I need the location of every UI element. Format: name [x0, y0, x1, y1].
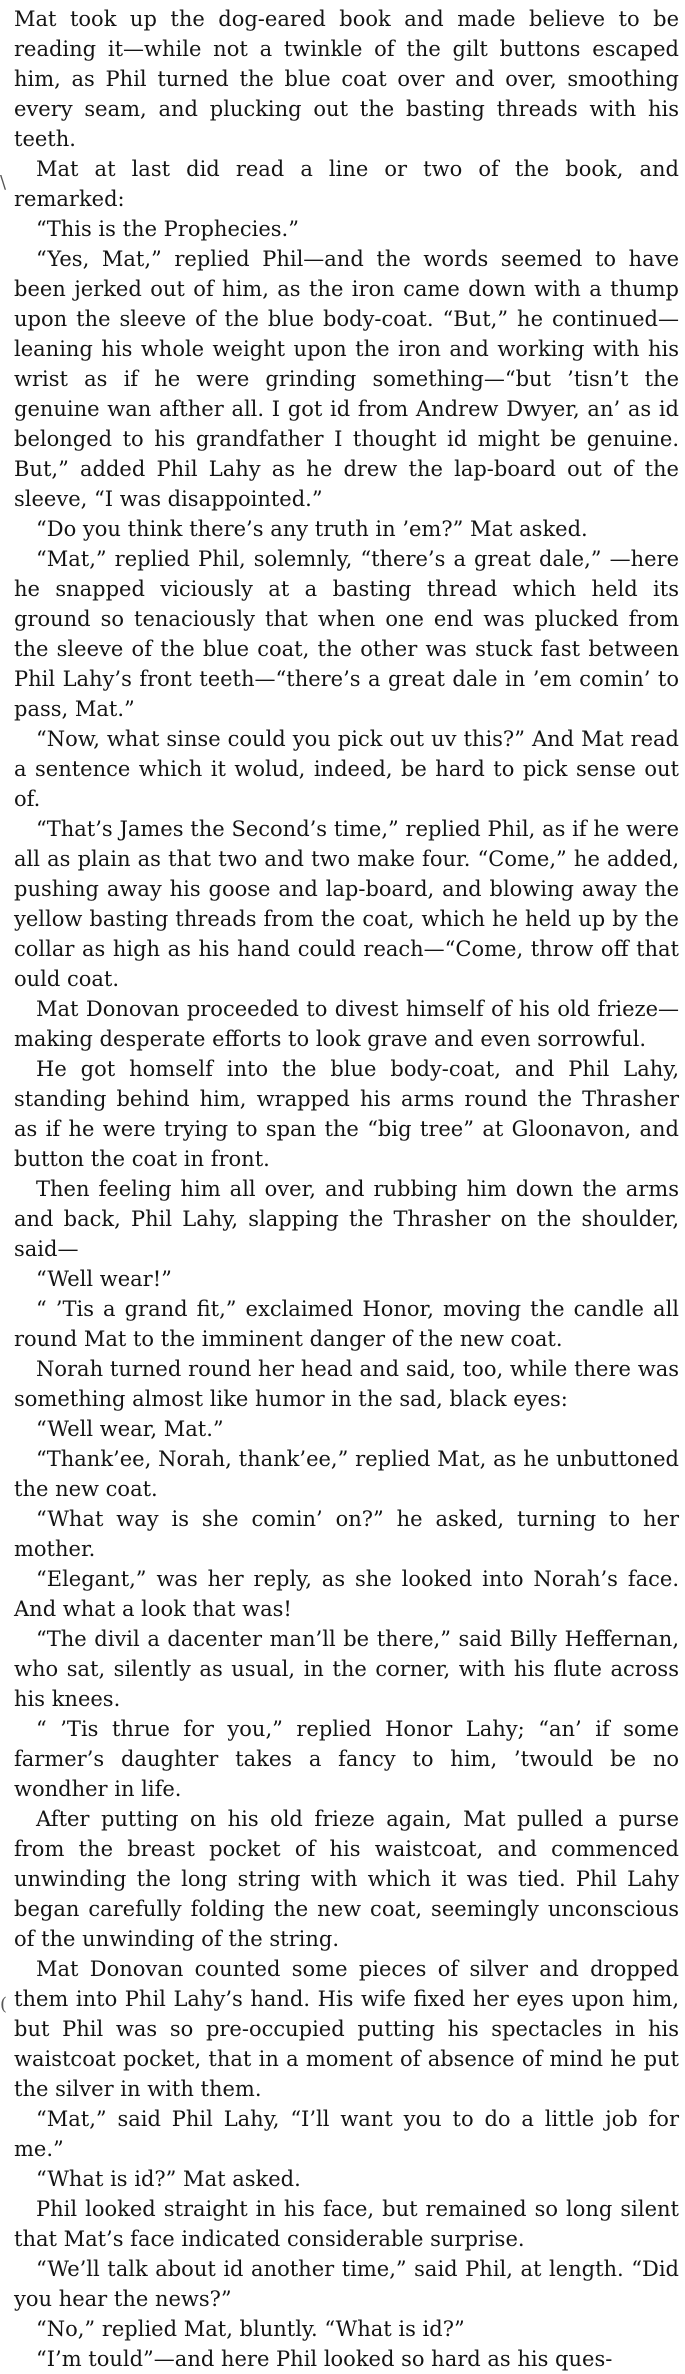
margin-mark: (	[0, 1994, 8, 2015]
paragraph: “That’s James the Second’s time,” replied Phil, as if he were all as plain as that two and two make four. “Come,” he added, pushing away his goose and lap-board, and blowing away the yellow basting threads from the coat, which he held up by the collar as high as his hand could reach—“Come, throw off that ould coat.	[14, 817, 679, 991]
paragraph: Mat Donovan counted some pieces of silver and dropped them into Phil Lahy’s hand. His wife fixed her eyes upon him, but Phil was so pre-occupied putting his spectacles in his waistcoat pocket, that in a moment of absence of mind he put the silver in with them.	[14, 1957, 679, 2101]
margin-mark: \	[0, 172, 7, 193]
paragraph: Norah turned round her head and said, too, while there was something almost like humor in the sad, black eyes:	[14, 1357, 679, 1411]
paragraph: “The divil a dacenter man’ll be there,” said Billy Heffernan, who sat, silently as usual, in the corner, with his flute across his knees.	[14, 1627, 679, 1711]
paragraph: “Mat,” replied Phil, solemnly, “there’s a great dale,” —here he snapped viciously at a basting thread which held its ground so tenaciously that when one end was plucked from the sleeve of the blue coat, the other was stuck fast between Phil Lahy’s front teeth—“there’s a great dale in ’em comin’ to pass, Mat.”	[14, 547, 679, 721]
paragraph: After putting on his old frieze again, Mat pulled a purse from the breast pocket of his waistcoat, and commenced unwinding the long string with which it was tied. Phil Lahy began carefully folding the new coat, seemingly unconscious of the unwinding of the string.	[14, 1807, 679, 1951]
paragraph: “Thank’ee, Norah, thank’ee,” replied Mat, as he unbuttoned the new coat.	[14, 1447, 679, 1501]
paragraph: Mat took up the dog-eared book and made believe to be reading it—while not a twinkle of the gilt buttons escaped him, as Phil turned the blue coat over and over, smoothing every seam, and plucking out the basting threads with his teeth.	[14, 7, 679, 151]
paragraph: “Mat,” said Phil Lahy, “I’ll want you to do a little job for me.”	[14, 2107, 679, 2161]
paragraph: “ ’Tis a grand fit,” exclaimed Honor, moving the candle all round Mat to the imminent danger of the new coat.	[14, 1297, 679, 1351]
paragraph: “I’m tould”—and here Phil looked so hard as his ques-	[36, 2347, 613, 2371]
paragraph: “Do you think there’s any truth in ’em?” Mat asked.	[36, 517, 588, 541]
paragraph: “Elegant,” was her reply, as she looked into Norah’s face. And what a look that was!	[14, 1567, 679, 1621]
paragraph: “This is the Prophecies.”	[36, 217, 299, 241]
paragraph: Then feeling him all over, and rubbing him down the arms and back, Phil Lahy, slapping the Thrasher on the shoulder, said—	[14, 1177, 679, 1261]
paragraph: “What way is she comin’ on?” he asked, turning to her mother.	[14, 1507, 679, 1561]
paragraph: “We’ll talk about id another time,” said Phil, at length. “Did you hear the news?”	[14, 2257, 679, 2311]
paragraph: “Now, what sinse could you pick out uv this?” And Mat read a sentence which it wolud, indeed, be hard to pick sense out of.	[14, 727, 679, 811]
paragraph: He got homself into the blue body-coat, and Phil Lahy, standing behind him, wrapped his arms round the Thrasher as if he were trying to span the “big tree” at Gloonavon, and button the coat in front.	[14, 1057, 679, 1171]
paragraph: Mat at last did read a line or two of the book, and remarked:	[14, 157, 679, 211]
paragraph: “No,” replied Mat, bluntly. “What is id?”	[36, 2317, 465, 2341]
paragraph: Mat Donovan proceeded to divest himself of his old frieze—making desperate efforts to look grave and even sorrowful.	[14, 997, 679, 1051]
paragraph: “Yes, Mat,” replied Phil—and the words seemed to have been jerked out of him, as the iron came down with a thump upon the sleeve of the blue body-coat. “But,” he continued—leaning his whole weight upon the iron and working with his wrist as if he were grinding something—“but ’tisn’t the genuine wan afther all. I got id from Andrew Dwyer, an’ as id belonged to his grandfather I thought id might be genuine. But,” added Phil Lahy as he drew the lap-board out of the sleeve, “I was disappointed.”	[14, 247, 679, 511]
paragraph: “Well wear!”	[36, 1267, 172, 1291]
paragraph: “Well wear, Mat.”	[36, 1417, 224, 1441]
paragraph: “What is id?” Mat asked.	[36, 2167, 301, 2191]
paragraph: Phil looked straight in his face, but remained so long silent that Mat’s face indicated considerable surprise.	[14, 2197, 679, 2251]
paragraph: “ ’Tis thrue for you,” replied Honor Lahy; “an’ if some farmer’s daughter takes a fancy to him, ’twould be no wondher in life.	[14, 1717, 679, 1801]
